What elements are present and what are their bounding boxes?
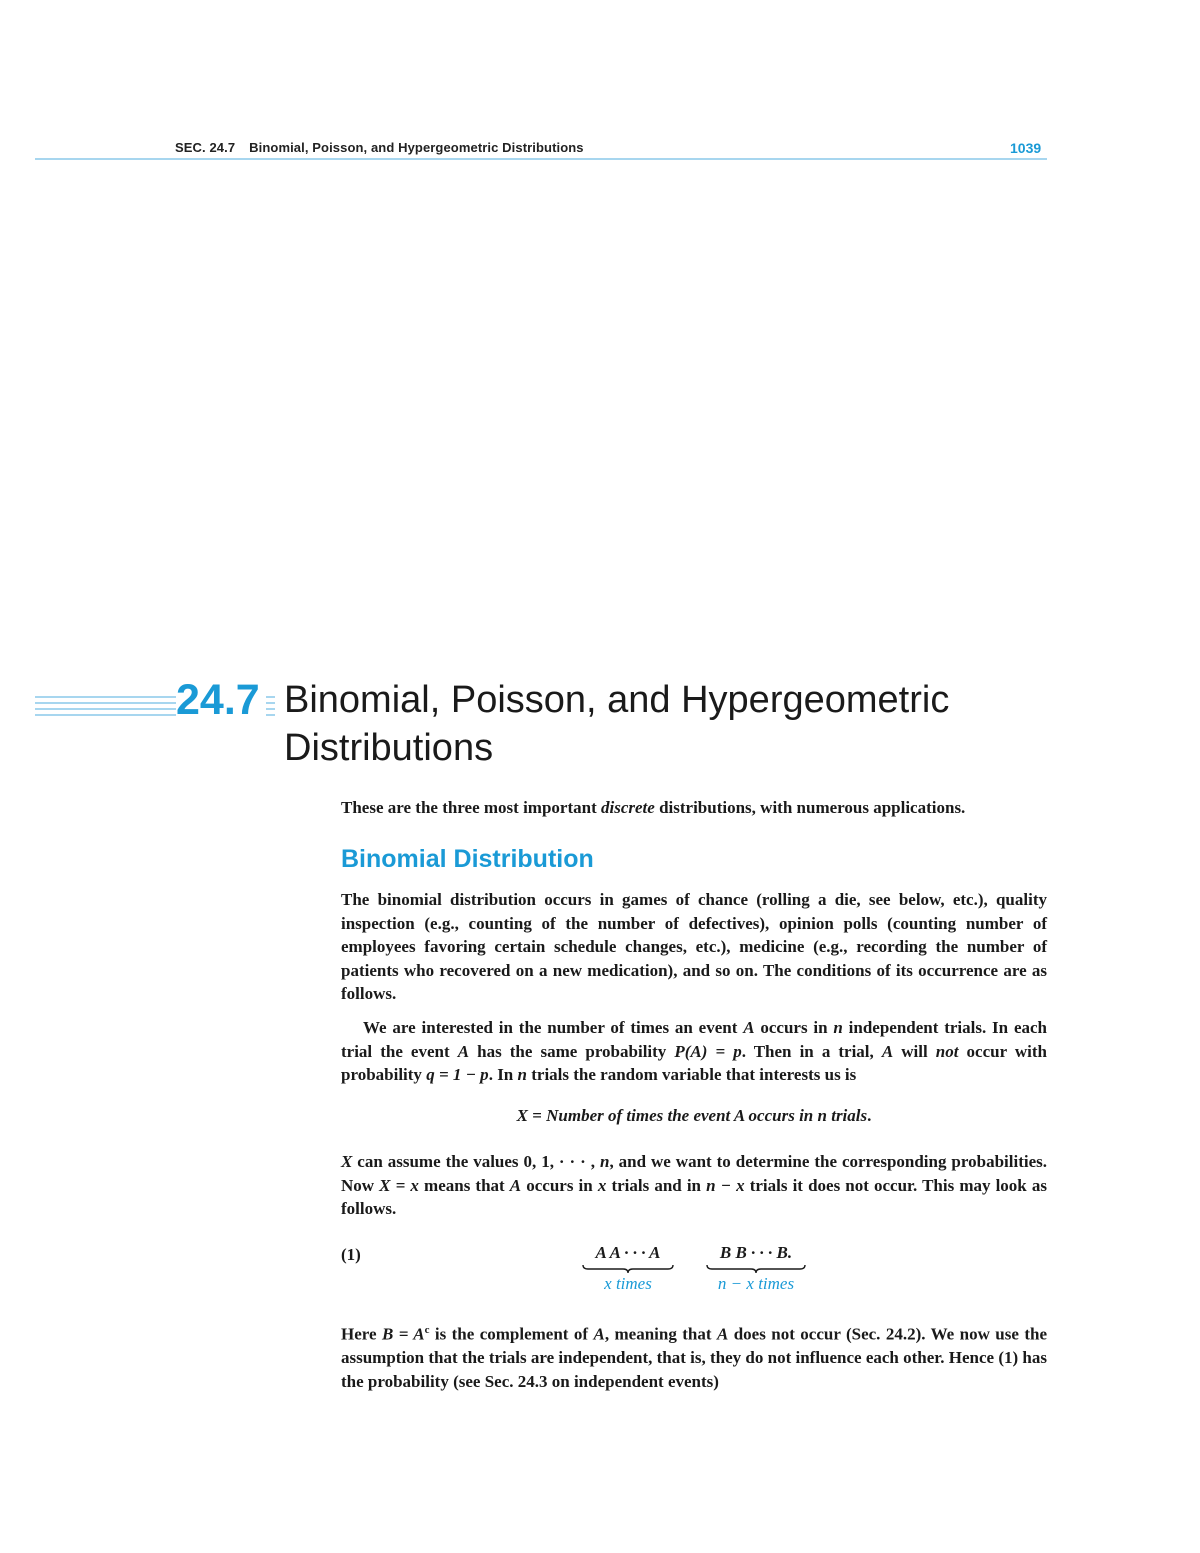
p1-term: binomial distribution xyxy=(377,890,536,909)
equation-1-b-terms: B B · · · B. xyxy=(719,1243,793,1262)
math-X: X xyxy=(516,1106,528,1125)
p2-emph-not: not xyxy=(935,1041,959,1061)
header-rule xyxy=(35,158,1047,160)
subsection-title: Binomial Distribution xyxy=(341,845,594,873)
intro-text: These are the three most important xyxy=(341,798,601,817)
math-A: A xyxy=(881,1041,894,1061)
math-n: n xyxy=(833,1018,843,1037)
p2-text: occur with probability xyxy=(341,1041,1047,1084)
underbrace-a-icon xyxy=(582,1264,674,1274)
equation-period: . xyxy=(867,1106,872,1125)
page-number: 1039 xyxy=(1010,140,1042,156)
section-title xyxy=(284,676,1044,772)
intro-emph: discrete xyxy=(601,798,655,817)
header-section: SEC. 24.7 xyxy=(175,140,236,155)
underbrace-b-icon xyxy=(706,1264,806,1274)
math-n: n xyxy=(599,1152,610,1171)
intro-paragraph xyxy=(341,798,1047,818)
paragraph-binomial-definition xyxy=(341,888,1047,1006)
equation-rhs: Number of times the event A occurs in n trials xyxy=(546,1106,868,1125)
intro-text-end: distributions, with numerous applications. xyxy=(654,798,966,817)
running-header xyxy=(175,140,584,155)
p4-text-end: does not occur (Sec. 24.2). We now use the assumption that the trials are independent, that is, they do not influence each other. Hence (1) has the probability (see Sec. 24.3 on independent events) xyxy=(341,1324,1047,1391)
p3-text: trials and in xyxy=(606,1175,707,1195)
math-PA: P(A) = p xyxy=(674,1041,742,1061)
math-A: A xyxy=(593,1324,605,1344)
p4-text: Here xyxy=(341,1324,382,1344)
paragraph-complement xyxy=(341,1319,1047,1393)
p2-text: has the same probability xyxy=(469,1041,675,1061)
equation-1-label: (1) xyxy=(341,1245,361,1264)
paragraph-conditions xyxy=(341,1016,1047,1087)
section-number: 24.7 xyxy=(176,674,266,726)
math-A: A xyxy=(716,1324,729,1344)
math-A: A xyxy=(457,1041,470,1061)
section-title-line2: Distributions xyxy=(284,727,494,769)
p2-text: . In xyxy=(488,1065,518,1084)
p3-text: occurs in xyxy=(521,1175,598,1195)
math-superscript-c: c xyxy=(424,1324,430,1336)
math-A: A xyxy=(509,1175,522,1195)
p3-text: can assume the values 0, 1, · · · , xyxy=(352,1152,600,1171)
p2-text: independent trials. In each trial the event xyxy=(341,1018,1047,1061)
p2-text: . Then in a trial, xyxy=(741,1041,882,1061)
section-title-line1: Binomial, Poisson, and Hypergeometric xyxy=(284,679,950,721)
equation-1-b-group xyxy=(700,1243,812,1294)
math-A: A xyxy=(743,1018,755,1037)
p4-text: is the complement of xyxy=(429,1324,594,1344)
math-X: X xyxy=(341,1152,353,1171)
math-X-eq-x: X = x xyxy=(379,1175,419,1195)
math-q: q = 1 − p xyxy=(426,1065,489,1084)
math-equals: = xyxy=(527,1106,547,1125)
p1-text: The xyxy=(341,890,378,909)
equation-1-a-terms: A A · · · A xyxy=(595,1243,661,1262)
p4-text: , meaning that xyxy=(604,1324,717,1344)
p2-text: occurs in xyxy=(754,1018,834,1037)
math-x: x xyxy=(597,1175,607,1195)
p3-text: , and we want to determine the corresponding probabilities. Now xyxy=(341,1152,1048,1195)
p2-text-end: trials the random variable that interests us is xyxy=(526,1065,857,1084)
equation-1-a-group xyxy=(578,1243,678,1294)
header-title: Binomial, Poisson, and Hypergeometric Distributions xyxy=(249,140,584,155)
math-B-eq-A: B = A xyxy=(381,1324,425,1344)
x-times-label: x times xyxy=(604,1274,652,1293)
n-minus-x-times-label: n − x times xyxy=(717,1274,795,1293)
math-n-minus-x: n − x xyxy=(706,1175,745,1195)
p1-text-end: occurs in games of chance (rolling a die, see below, etc.), quality inspection (e.g., counting of the number of defectives), opinion polls (counting number of employees favoring certain schedule changes, etc.), medicine (e.g., recording the number of patients who recovered on a new medication), and so on. The conditions of its occurrence are as follows. xyxy=(341,890,1047,1003)
math-n: n xyxy=(517,1065,527,1084)
equation-1-b-under xyxy=(700,1274,812,1294)
p3-text: means that xyxy=(418,1175,510,1195)
equation-x-definition xyxy=(341,1106,1047,1126)
p2-text: We are interested in the number of times an event xyxy=(363,1018,744,1037)
p3-text-end: trials it does not occur. This may look as follows. xyxy=(341,1175,1047,1218)
equation-1-a-under xyxy=(578,1274,678,1294)
p2-text: will xyxy=(893,1041,936,1061)
paragraph-values xyxy=(341,1150,1047,1221)
